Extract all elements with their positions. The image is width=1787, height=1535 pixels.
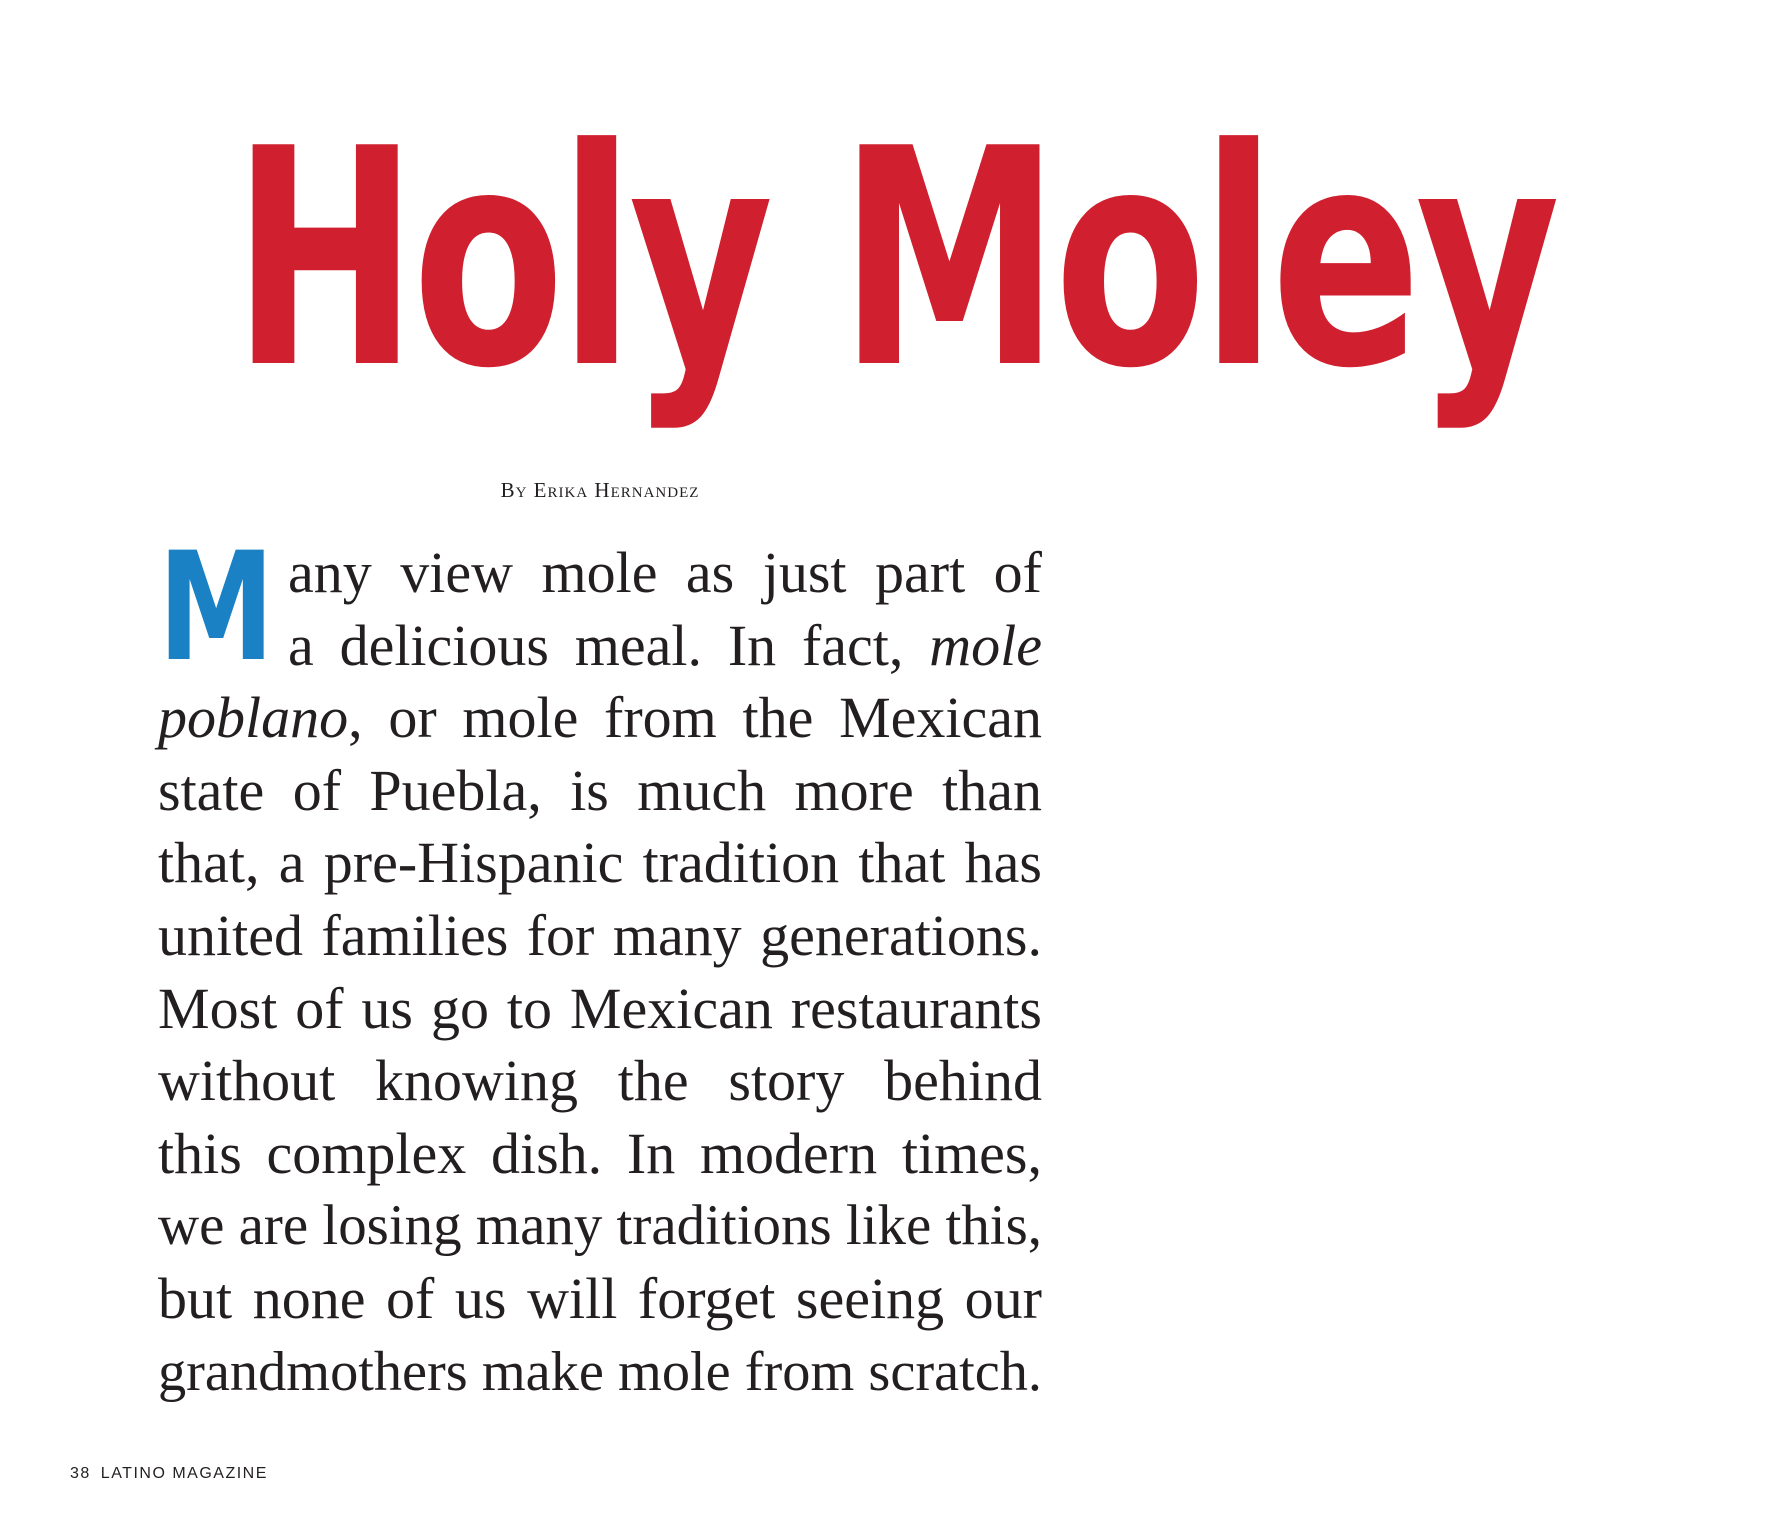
article-title <box>0 85 1555 434</box>
article-line-text: but none of us will forget seeing our <box>158 1265 1042 1331</box>
article-line-text: this complex dish. In modern times, <box>158 1120 1042 1186</box>
article-line <box>158 682 1042 755</box>
article-line-text: without knowing the story behind <box>158 1048 1042 1114</box>
article-line <box>158 1118 1042 1191</box>
article-line-text: united families for many generations. <box>158 902 1042 968</box>
article-line <box>158 610 1042 683</box>
article-body <box>158 521 1042 1408</box>
article-line-italic: poblano <box>158 685 349 751</box>
article-line <box>158 827 1042 900</box>
byline: By Erika Hernandez <box>500 478 700 502</box>
article-line-text: Most of us go to Mexican restaurants <box>158 975 1042 1041</box>
page-number: 38 <box>70 1465 91 1482</box>
article-line <box>158 1336 1042 1409</box>
article-title-text: Holy Moley <box>232 85 1555 434</box>
page-footer <box>70 1465 268 1483</box>
article-line-text: any view mole as just part of <box>288 540 1042 605</box>
publication-name: LATINO MAGAZINE <box>100 1465 268 1482</box>
article-line <box>158 973 1042 1046</box>
article-line-text: state of Puebla, is much more than <box>158 757 1042 823</box>
article-line <box>158 537 1042 610</box>
article-line-text: grandmothers make mole from scratch. <box>158 1340 1042 1403</box>
article-line-text: that, a pre-Hispanic tradition that has <box>158 830 1042 896</box>
article-line <box>158 755 1042 828</box>
article-line-text: a delicious meal. In fact, <box>288 612 930 678</box>
article-line <box>158 900 1042 973</box>
article-line-text: we are losing many traditions like this, <box>158 1194 1042 1258</box>
article-line <box>158 1190 1042 1263</box>
drop-cap: M <box>158 521 275 695</box>
article-line-italic: mole <box>929 612 1042 678</box>
article-line-text: , or mole from the Mexican <box>348 685 1042 751</box>
article-line <box>158 1045 1042 1118</box>
article-line <box>158 1263 1042 1336</box>
